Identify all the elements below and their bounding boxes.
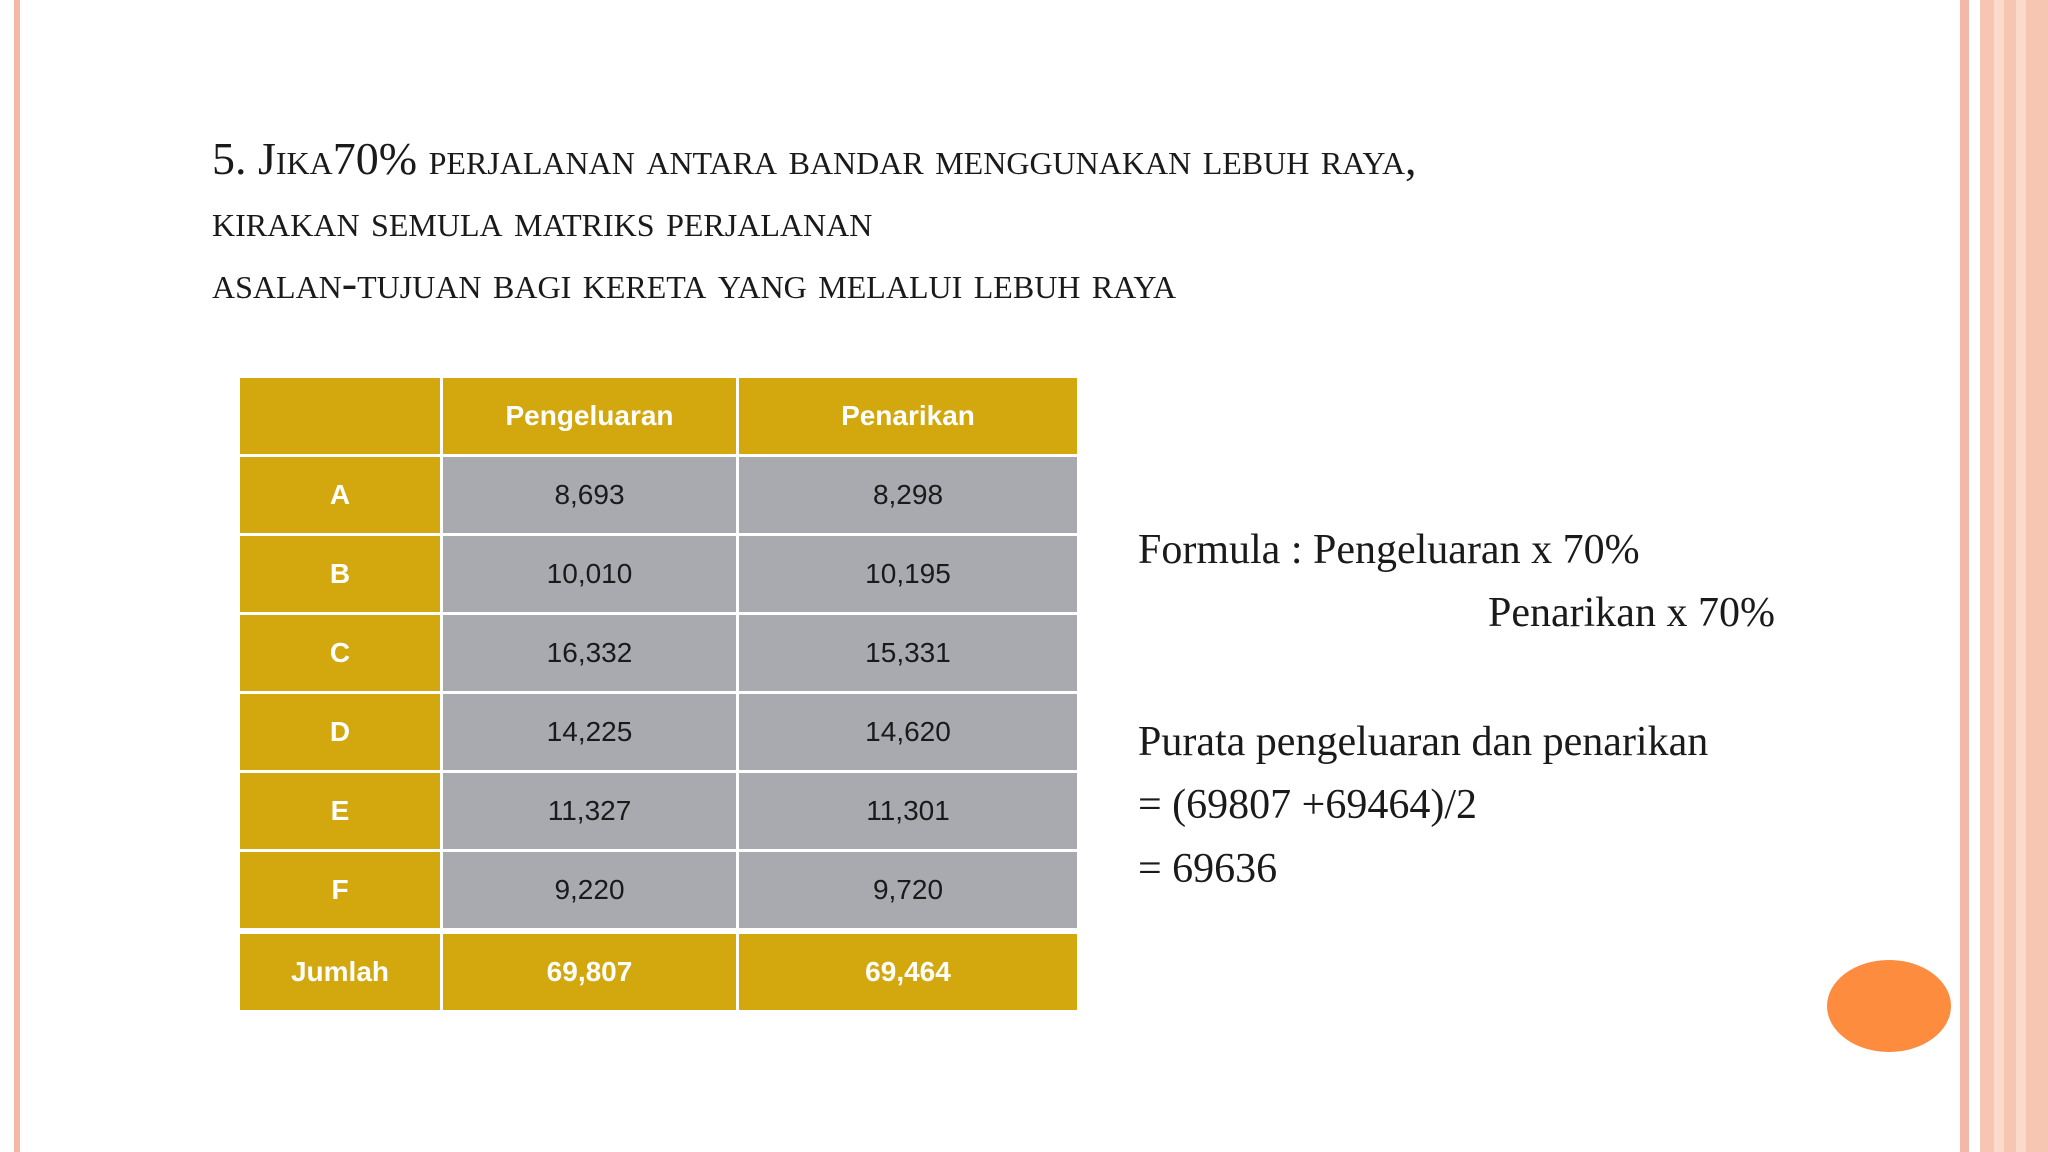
title-line-2: kirakan semula matriks perjalanan <box>212 195 873 246</box>
total-label: Jumlah <box>239 931 442 1012</box>
header-pengeluaran: Pengeluaran <box>442 377 738 456</box>
cell-penarikan: 8,298 <box>738 456 1079 535</box>
right-border-band-inner-2 <box>2016 0 2026 1152</box>
right-border-line <box>1960 0 1969 1152</box>
table-total-row <box>239 931 1079 1012</box>
decorative-orange-circle <box>1827 960 1951 1052</box>
cell-penarikan: 10,195 <box>738 535 1079 614</box>
slide-title <box>212 128 1812 314</box>
row-label: C <box>239 614 442 693</box>
cell-penarikan: 14,620 <box>738 693 1079 772</box>
table-row <box>239 772 1079 851</box>
title-line-1: 5. Jika70% perjalanan antara bandar menggunakan lebuh raya, <box>212 133 1417 184</box>
formula-line-1: Formula : Pengeluaran x 70% <box>1138 527 1640 573</box>
row-label: F <box>239 851 442 932</box>
table-header-row <box>239 377 1079 456</box>
left-border-line <box>14 0 20 1152</box>
table-row <box>239 693 1079 772</box>
row-label: A <box>239 456 442 535</box>
formula-line-3: Purata pengeluaran dan penarikan <box>1138 719 1709 765</box>
cell-penarikan: 9,720 <box>738 851 1079 932</box>
formula-line-2: Penarikan x 70% <box>1488 590 1775 636</box>
cell-pengeluaran: 14,225 <box>442 693 738 772</box>
cell-pengeluaran: 9,220 <box>442 851 738 932</box>
cell-pengeluaran: 11,327 <box>442 772 738 851</box>
total-pengeluaran: 69,807 <box>442 931 738 1012</box>
right-border-band <box>1980 0 2048 1152</box>
od-table <box>237 375 1080 1013</box>
header-penarikan: Penarikan <box>738 377 1079 456</box>
total-penarikan: 69,464 <box>738 931 1079 1012</box>
row-label: B <box>239 535 442 614</box>
cell-pengeluaran: 8,693 <box>442 456 738 535</box>
table-row <box>239 614 1079 693</box>
cell-pengeluaran: 16,332 <box>442 614 738 693</box>
formula-line-5: = 69636 <box>1138 846 1278 892</box>
cell-penarikan: 15,331 <box>738 614 1079 693</box>
cell-penarikan: 11,301 <box>738 772 1079 851</box>
right-border-band-inner <box>1994 0 2004 1152</box>
row-label: D <box>239 693 442 772</box>
title-line-3: asalan-tujuan bagi kereta yang melalui lebuh raya <box>212 257 1177 308</box>
header-empty <box>239 377 442 456</box>
row-label: E <box>239 772 442 851</box>
formula-line-4: = (69807 +69464)/2 <box>1138 782 1478 828</box>
table-row <box>239 535 1079 614</box>
table-row <box>239 851 1079 932</box>
cell-pengeluaran: 10,010 <box>442 535 738 614</box>
table-row <box>239 456 1079 535</box>
